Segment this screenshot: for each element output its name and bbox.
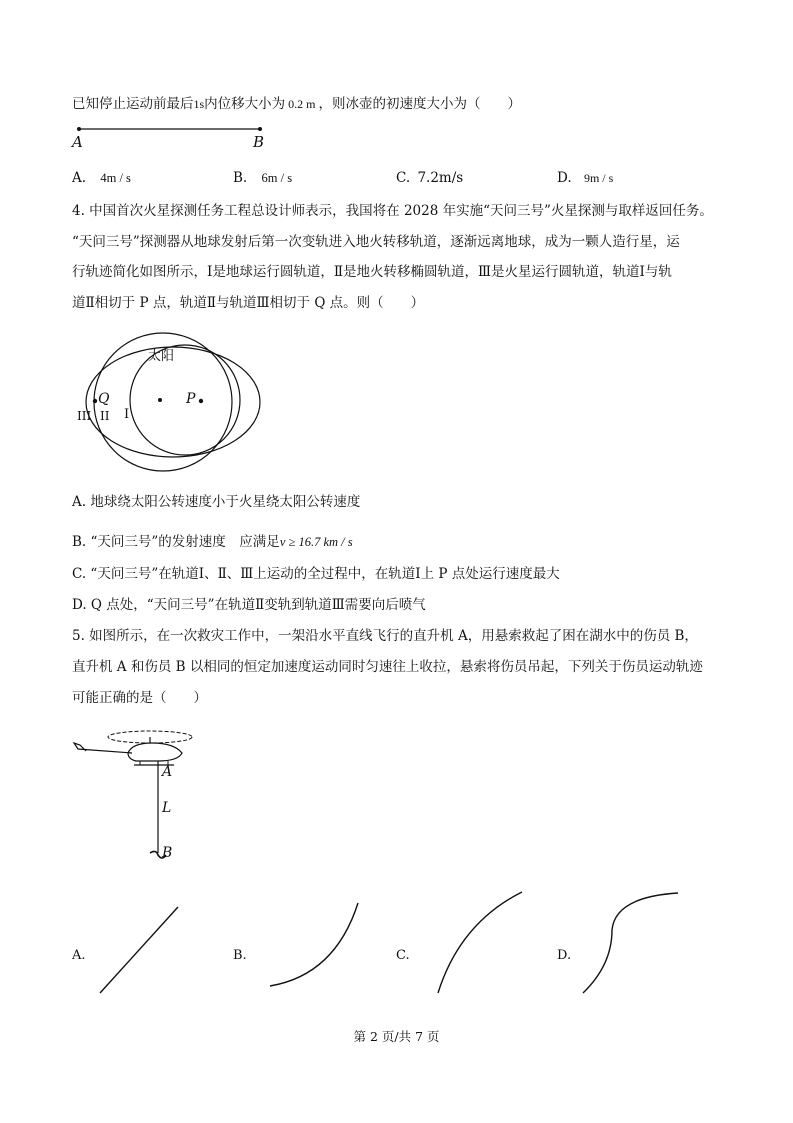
orbit-i-label: I xyxy=(124,407,130,422)
option-letter: B. xyxy=(233,170,248,186)
q4-option-b xyxy=(72,536,353,550)
orbit-diagram xyxy=(70,325,240,475)
rope-l-label: L xyxy=(162,800,172,816)
q3-option-c xyxy=(396,172,463,186)
trajectory-c xyxy=(438,892,522,993)
option-letter: D. xyxy=(557,170,572,186)
q3-option-d xyxy=(557,172,613,186)
q5-line-1: 5. 如图所示，在一次救灾工作中，一架沿水平直线飞行的直升机 A，用悬索救起了困在湖水中的伤员 B， xyxy=(72,628,698,644)
trajectory-d xyxy=(583,893,678,993)
q4-option-d: D. Q 点处，“天问三号”在轨道Ⅱ变轨到轨道Ⅲ需要向后喷气 xyxy=(72,597,426,613)
p-label: P xyxy=(186,391,196,407)
sun-label: 太阳 xyxy=(148,349,175,364)
q4-line-2: “天问三号”探测器从地球发射后第一次变轨进入地火转移轨道，逐渐远离地球，成为一颗人造行星，运 xyxy=(72,234,680,250)
q5-option-c-label: C. xyxy=(396,948,410,963)
helicopter-a-label: A xyxy=(162,764,173,780)
option-b-text: B. “天问三号”的发射速度 应满足 xyxy=(72,534,280,550)
q4-option-c: C. “天问三号”在轨道Ⅰ、Ⅱ、Ⅲ上运动的全过程中，在轨道Ⅰ上 P 点处运行速度最大 xyxy=(72,566,560,582)
option-value: 9m / s xyxy=(583,171,614,185)
q5-option-d-label: D. xyxy=(557,948,572,963)
helicopter-diagram xyxy=(70,725,200,865)
segment-ab-diagram xyxy=(70,122,270,142)
q3-stem-a: 已知停止运动前最后 xyxy=(72,96,194,112)
option-value: 7.2m/s xyxy=(417,170,464,186)
q5-option-a-label: A. xyxy=(72,948,86,963)
trajectory-b xyxy=(270,903,358,986)
q3-option-a xyxy=(72,172,131,186)
option-value: 6m / s xyxy=(261,171,293,185)
q5-option-b-label: B. xyxy=(233,948,247,963)
q4-line-4: 道Ⅱ相切于 P 点，轨道Ⅱ与轨道Ⅲ相切于 Q 点。则（ ） xyxy=(72,295,425,311)
q3-stem-m1: 1s xyxy=(193,97,205,111)
q4-line-1: 4. 中国首次火星探测任务工程总设计师表示，我国将在 2028 年实施“天问三号”火星探测与取样返回任务。 xyxy=(72,203,713,219)
orbit-iii-label: III xyxy=(77,409,92,423)
trajectory-a xyxy=(100,907,178,993)
point-b-label: B xyxy=(253,133,265,151)
q3-option-b xyxy=(233,172,292,186)
q3-stem-b: 内位移大小为 xyxy=(204,96,286,112)
page-footer: 第 2 页/共 7 页 xyxy=(353,1029,440,1044)
point-a-label: A xyxy=(72,133,83,151)
q4-option-a: A. 地球绕太阳公转速度小于火星绕太阳公转速度 xyxy=(72,494,361,510)
person-b-label: B xyxy=(162,845,173,861)
option-b-formula: v ≥ 16.7 km / s xyxy=(279,535,353,549)
trajectory-options xyxy=(0,885,793,1005)
option-value: 4m / s xyxy=(100,171,131,185)
q5-line-2: 直升机 A 和伤员 B 以相同的恒定加速度运动同时匀速往上收拉，悬索将伤员吊起，下列关于伤员运动轨迹 xyxy=(72,659,703,675)
q5-line-3: 可能正确的是（ ） xyxy=(72,690,207,706)
q4-line-3: 行轨迹简化如图所示，Ⅰ是地球运行圆轨道，Ⅱ是地火转移椭圆轨道，Ⅲ是火星运行圆轨道，轨道Ⅰ与轨 xyxy=(72,264,672,280)
q-label: Q xyxy=(98,391,110,407)
q3-stem-c: ，则冰壶的初速度大小为（ ） xyxy=(318,96,522,112)
q3-stem-m2: 0.2 m xyxy=(288,97,316,111)
orbit-ii-label: II xyxy=(100,409,110,423)
option-letter: A. xyxy=(72,170,87,186)
option-letter: C. xyxy=(396,170,411,186)
